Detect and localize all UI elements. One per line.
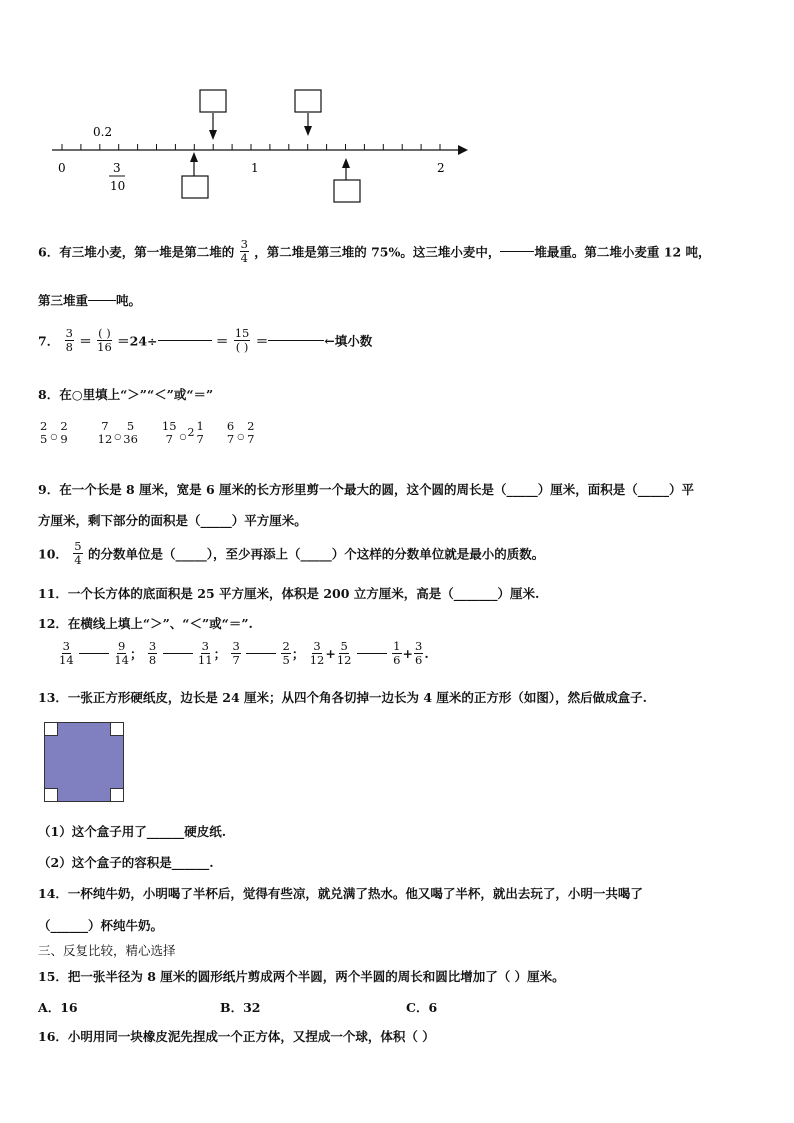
q15-option-a[interactable]: A．16 xyxy=(38,1000,78,1015)
question-6-line1: 6．有三堆小麦，第一堆是第二堆的 $\frac{3}{4}$ ，第二堆是第三堆的 75%。这三堆小麦中， 堆最重。第二堆小麦重 12 吨， xyxy=(38,237,711,266)
q12-blank-2[interactable] xyxy=(163,653,193,654)
q12-comparisons: $\frac{3}{14}$ $\frac{9}{14}$ ； $\frac{3}{8}$ $\frac{3}{11}$ ； $\frac{3}{7}$ $\frac{2}{5}$ ； $\frac{3}{12}$ + $\frac{5}{12}$ $\frac{1}{6}$ + $\frac{3}{6}$ . xyxy=(59,639,429,668)
nl-label-1: 1 xyxy=(251,161,259,175)
cut-corner-bottom-left xyxy=(44,788,58,802)
question-10: 10． $\frac{5}{4}$ 的分数单位是（_____），至少再添上（_____）个这样的分数单位就是最小的质数。 xyxy=(38,539,545,568)
question-13: 13．一张正方形硬纸皮，边长是 24 厘米；从四个角各切掉一边长为 4 厘米的正方形（如图），然后做成盒子. xyxy=(38,690,647,705)
q8-pair-1[interactable]: 2 5 $_○$ 2 9 xyxy=(40,419,68,447)
question-6-line2: 第三堆重 吨。 xyxy=(38,293,142,308)
answer-box-top-1[interactable] xyxy=(200,90,226,112)
number-line-figure xyxy=(0,0,794,220)
q7-blank-2[interactable] xyxy=(268,340,324,341)
q8-fractions xyxy=(38,420,257,446)
q12-blank-1[interactable] xyxy=(79,653,109,654)
q15-option-c[interactable]: C．6 xyxy=(406,1000,438,1015)
q8-pair-4[interactable]: 6 7 $_○$ 2 7 xyxy=(226,419,255,447)
q6-blank-1[interactable] xyxy=(500,251,534,252)
question-12: 12．在横线上填上“＞”、“＜”或“＝”. xyxy=(38,616,253,631)
q12-blank-3[interactable] xyxy=(246,653,276,654)
question-7: 7． $\frac{3}{8}$ ＝ $\frac{( )}{16}$ ＝24÷ ＝ $\frac{15}{( )}$ ＝ ←填小数 xyxy=(38,326,373,355)
question-8: 8．在○里填上“＞”“＜”或“＝” xyxy=(38,387,214,402)
nl-frac-den: 10 xyxy=(110,179,126,193)
nl-frac-num: 3 xyxy=(113,161,121,175)
question-14-line1: 14．一杯纯牛奶，小明喝了半杯后，觉得有些凉，就兑满了热水。他又喝了半杯，就出去玩了，小明一共喝了 xyxy=(38,886,643,901)
answer-box-bottom-1[interactable] xyxy=(182,176,208,198)
cut-corner-top-right xyxy=(110,722,124,736)
question-13-sub2: （2）这个盒子的容积是______. xyxy=(38,855,214,870)
q6-blank-2[interactable] xyxy=(88,300,116,301)
answer-box-top-2[interactable] xyxy=(295,90,321,112)
question-11: 11．一个长方体的底面积是 25 平方厘米，体积是 200 立方厘米，高是（_______）厘米. xyxy=(38,586,540,601)
q15-option-b[interactable]: B．32 xyxy=(220,1000,261,1015)
question-14-line2: （______）杯纯牛奶。 xyxy=(38,918,164,933)
nl-label-2: 2 xyxy=(437,161,445,175)
q12-blank-4[interactable] xyxy=(357,653,387,654)
question-15: 15．把一张半径为 8 厘米的圆形纸片剪成两个半圆，两个半圆的周长和圆比增加了（ ）厘米。 xyxy=(38,969,565,984)
question-9-line1: 9．在一个长是 8 厘米，宽是 6 厘米的长方形里剪一个最大的圆，这个圆的周长是（_____）厘米，面积是（_____）平 xyxy=(38,482,695,497)
question-16: 16．小明用同一块橡皮泥先捏成一个正方体，又捏成一个球，体积（ ） xyxy=(38,1029,435,1044)
answer-box-bottom-2[interactable] xyxy=(334,180,360,202)
q7-blank-1[interactable] xyxy=(158,340,212,341)
nl-label-0: 0 xyxy=(58,161,66,175)
nl-label-02: 0.2 xyxy=(93,125,113,139)
question-9-line2: 方厘米，剩下部分的面积是（_____）平方厘米。 xyxy=(38,513,307,528)
q8-pair-3[interactable]: 15 7 $_○$2 1 7 xyxy=(161,419,204,447)
cardboard-square-figure xyxy=(44,722,124,802)
q8-pair-2[interactable]: 7 12 $_○$ 5 36 xyxy=(97,419,138,447)
cut-corner-bottom-right xyxy=(110,788,124,802)
section-3-heading: 三、反复比较，精心选择 xyxy=(38,943,176,958)
question-13-sub1: （1）这个盒子用了______硬皮纸. xyxy=(38,824,227,839)
cut-corner-top-left xyxy=(44,722,58,736)
